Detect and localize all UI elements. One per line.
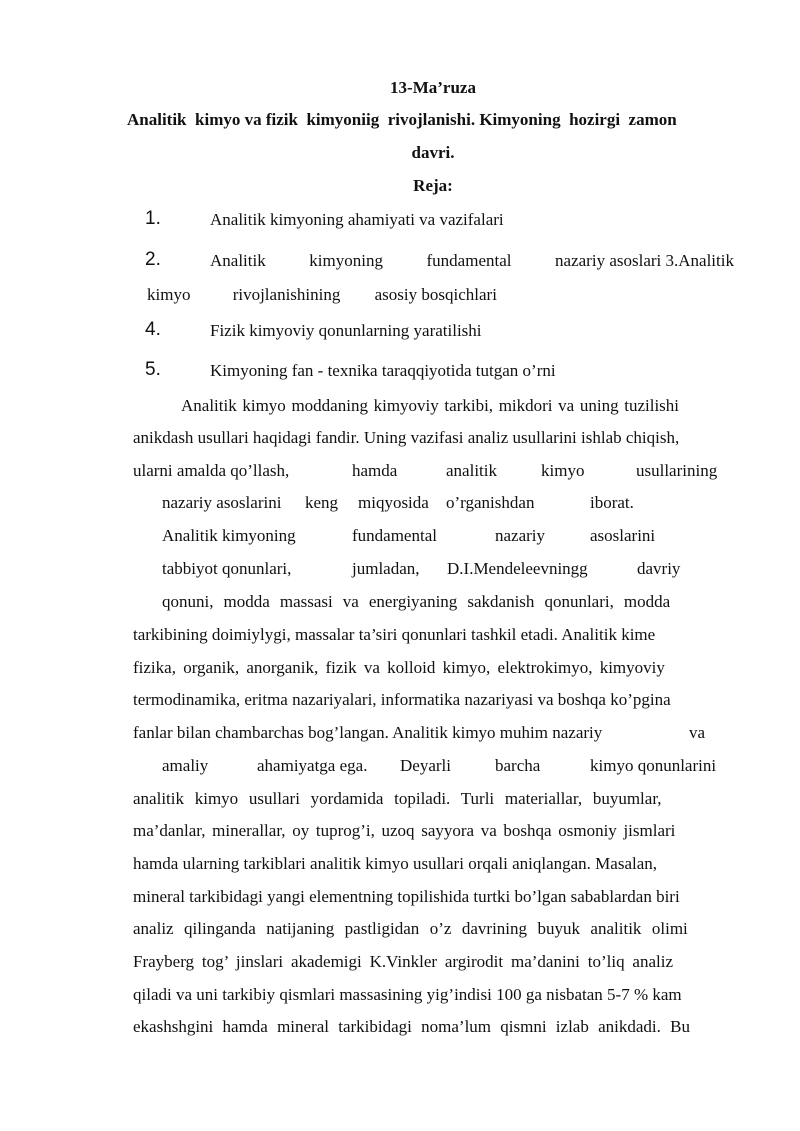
line-text: analiz qilinganda natijaning pastligidan o’z davrining buyuk analitik olimi [133, 919, 688, 938]
line-text: Frayberg tog’ jinslari akademigi K.Vinkler argirodit ma’danini to’liq analiz [133, 952, 674, 971]
paragraph-line [162, 560, 732, 580]
line-text: qiladi va uni tarkibiy qismlari massasining yig’indisi 100 ga nisbatan 5-7 % kam [133, 985, 682, 1004]
plan-item-number: 5. [145, 359, 161, 380]
paragraph-line [133, 822, 738, 839]
line-word: iborat. [590, 493, 634, 512]
line-text: hamda ularning tarkiblari analitik kimyo usullari orqali aniqlangan. Masalan, [133, 854, 658, 873]
line-word: nazariy [495, 526, 546, 545]
line-word: va [689, 723, 706, 742]
plan-word: rivojlanishining [232, 285, 341, 304]
line-word: kimyo [541, 461, 585, 480]
line-word: tabbiyot qonunlari, [162, 559, 292, 578]
title-text: Analitik kimyo va fizik kimyoniig rivojlanishi. Kimyoning hozirgi zamon [127, 110, 677, 129]
line-text: anikdash usullari haqidagi fandir. Uning vazifasi analiz usullarini ishlab chiqish, [133, 428, 680, 447]
plan-item-text: Kimyoning fan - texnika taraqqiyotida tutgan o’rni [210, 361, 556, 380]
line-word: ahamiyatga ega. [257, 756, 368, 775]
paragraph-line [133, 953, 738, 970]
paragraph-line [133, 855, 738, 872]
line-word: Analitik kimyoning [162, 526, 296, 545]
line-text: fizika, organik, anorganik, fizik va kolloid kimyo, elektrokimyo, kimyoviy [133, 658, 665, 677]
line-word: nazariy asoslarini [162, 493, 282, 512]
line-word: Deyarli [400, 756, 451, 775]
paragraph-line [133, 462, 733, 482]
line-word: amaliy [162, 756, 209, 775]
line-word: o’rganishdan [446, 493, 535, 512]
line-word: keng [305, 493, 339, 512]
plan-word: fundamental [426, 251, 512, 270]
line-word: fanlar bilan chambarchas bog’langan. Analitik kimyo muhim nazariy [133, 723, 603, 742]
paragraph-line [162, 757, 738, 777]
lecture-title-line-2: davri. [411, 143, 455, 162]
plan-item-text: Fizik kimyoviy qonunlarning yaratilishi [210, 321, 482, 340]
line-word: D.I.Mendeleevningg [447, 559, 588, 578]
paragraph-line [162, 494, 732, 514]
paragraph-line [133, 429, 738, 446]
line-word: kimyo qonunlarini [590, 756, 717, 775]
plan-item-text [210, 252, 734, 269]
lecture-number: 13-Ma’ruza [390, 78, 476, 97]
line-text: tarkibining doimiylygi, massalar ta’siri qonunlari tashkil etadi. Analitik kime [133, 625, 656, 644]
plan-item-text: Analitik kimyoning ahamiyati va vazifalari [210, 210, 504, 229]
plan-word: Analitik [210, 251, 266, 270]
line-word: miqyosida [358, 493, 429, 512]
plan-word: kimyoning [309, 251, 383, 270]
line-text: ma’danlar, minerallar, oy tuprog’i, uzoq sayyora va boshqa osmoniy jismlari [133, 821, 676, 840]
line-text: ekashshgini hamda mineral tarkibidagi noma’lum qismni izlab anikdadi. Bu [133, 1017, 690, 1036]
plan-item-number: 4. [145, 319, 161, 340]
line-word: asoslarini [590, 526, 656, 545]
line-word: jumladan, [352, 559, 420, 578]
line-text: Analitik kimyo moddaning kimyoviy tarkibi, mikdori va uning tuzilishi [181, 396, 680, 415]
paragraph-line [133, 790, 738, 807]
paragraph-line [133, 691, 738, 708]
plan-heading: Reja: [413, 176, 453, 195]
line-word: fundamental [352, 526, 437, 545]
plan-word: asosiy bosqichlari [374, 285, 497, 304]
plan-item-number: 1. [145, 208, 161, 229]
paragraph-line [162, 527, 732, 547]
paragraph-line [133, 626, 738, 643]
line-word: usullarining [636, 461, 718, 480]
line-word: barcha [495, 756, 541, 775]
line-text: analitik kimyo usullari yordamida topiladi. Turli materiallar, buyumlar, [133, 789, 662, 808]
paragraph-line [181, 397, 738, 414]
paragraph-line [133, 724, 733, 744]
line-text: mineral tarkibidagi yangi elementning topilishida turtki bo’lgan sabablardan biri [133, 887, 680, 906]
plan-word: nazariy asoslari 3.Analitik [555, 251, 734, 270]
line-word: hamda [352, 461, 398, 480]
plan-item-number: 2. [145, 249, 161, 270]
line-text: termodinamika, eritma nazariyalari, informatika nazariyasi va boshqa ko’pgina [133, 690, 671, 709]
plan-item-continuation [147, 286, 497, 303]
paragraph-line [133, 888, 738, 905]
paragraph-line [133, 920, 738, 937]
plan-word: kimyo [147, 285, 191, 304]
paragraph-line [133, 659, 738, 676]
lecture-title-line-1 [127, 111, 734, 128]
line-word: ularni amalda qo’llash, [133, 461, 290, 480]
line-word: analitik [446, 461, 497, 480]
line-word: davriy [637, 559, 681, 578]
line-text: qonuni, modda massasi va energiyaning sakdanish qonunlari, modda [162, 592, 671, 611]
paragraph-line [133, 986, 738, 1003]
paragraph-line [162, 593, 738, 610]
paragraph-line [133, 1018, 738, 1035]
